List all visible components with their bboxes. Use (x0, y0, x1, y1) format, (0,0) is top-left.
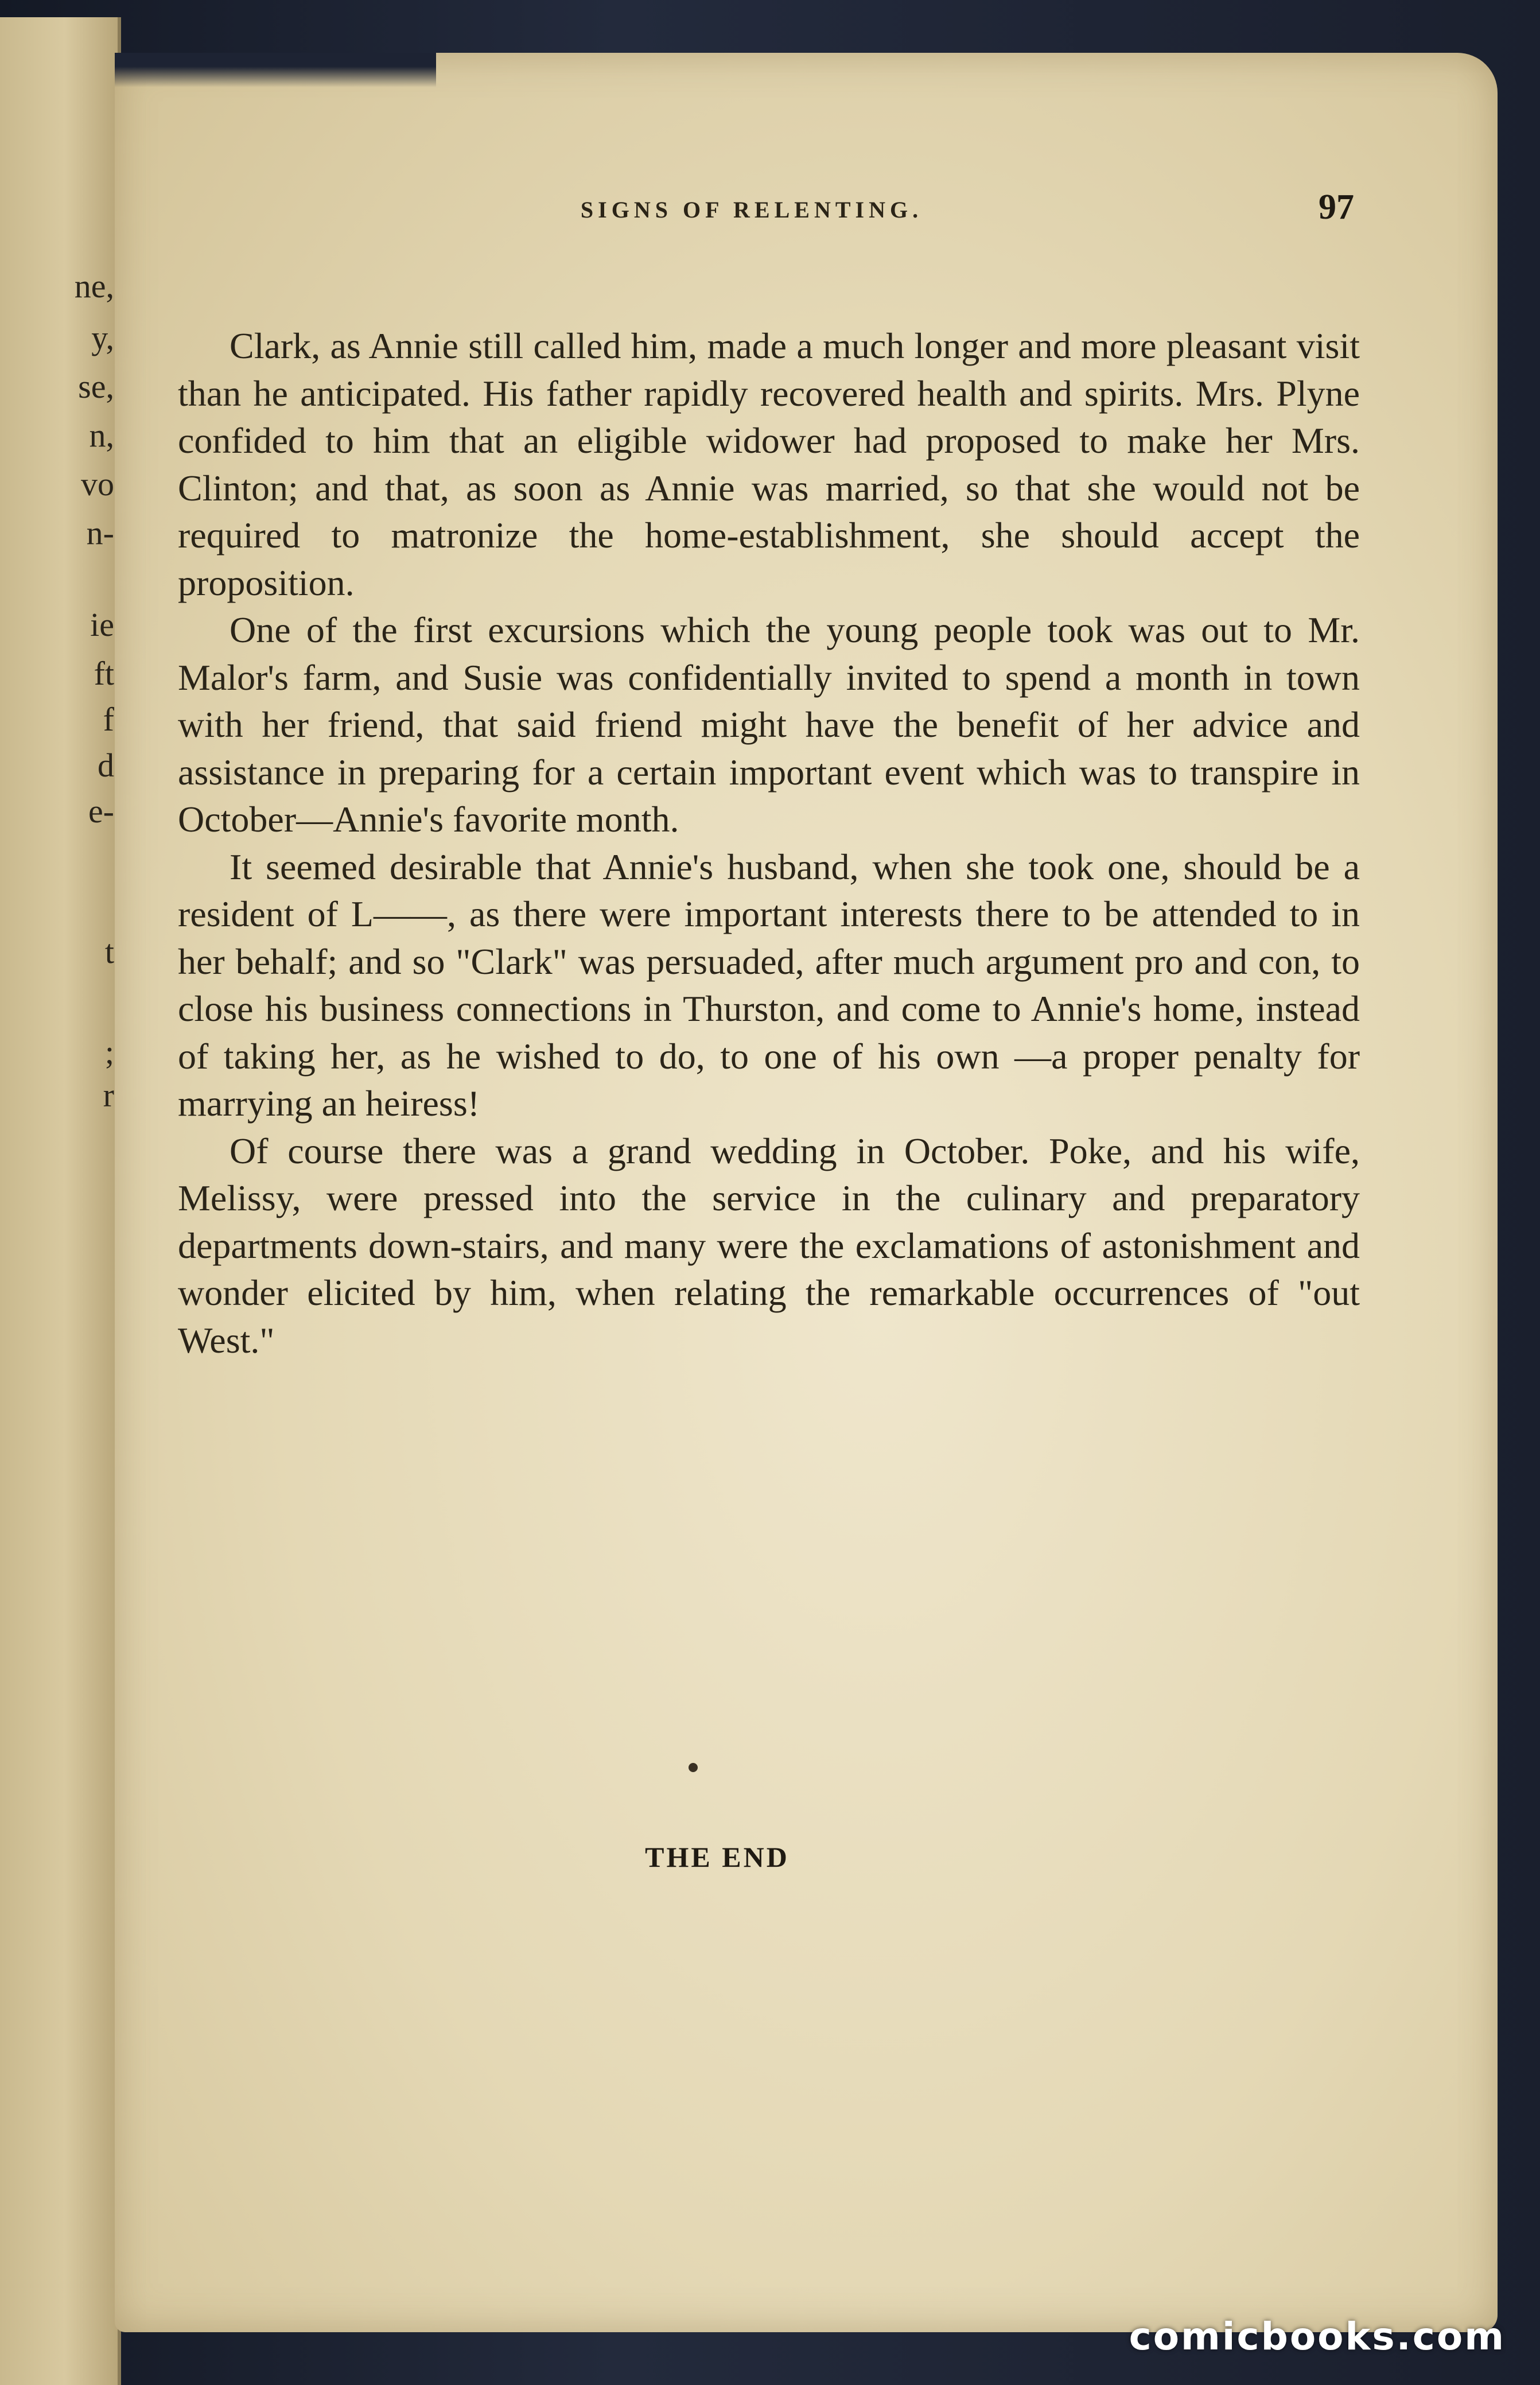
prev-page-fragment: f (103, 701, 114, 738)
torn-page-corner (115, 53, 436, 87)
prev-page-fragment: d (98, 747, 114, 784)
prev-page-fragment: y, (91, 319, 114, 356)
prev-page-fragment: ie (90, 606, 114, 643)
the-end-label: THE END (645, 1841, 790, 1873)
prev-page-fragment: se, (78, 368, 114, 405)
prev-page-fragment: n, (89, 417, 114, 454)
paragraph: It seemed desirable that Annie's husband, when she took one, should be a resident of L——, as there were important interests there to be attended to in her behalf; and so "Clark" was persuaded, after much argument pro and con, to close his business connections in Thurston, and come to Annie's home, instead of taking her, as he wished to do, to one of his own —a proper penalty for marrying an heiress! (178, 846, 1360, 1124)
paragraph: Of course there was a grand wedding in October. Poke, and his wife, Melissy, were pressed into the service in the culinary and preparatory departments down-stairs, and many were the exclamations of astonishment and wonder elicited by him, when relating the remarkable occurrences of "out West." (178, 1130, 1360, 1361)
running-head: SIGNS OF RELENTING. (580, 197, 923, 223)
prev-page-fragment: ne, (74, 267, 114, 305)
book-page (115, 53, 1498, 2332)
prev-page-fragment: t (104, 933, 114, 970)
prev-page-fragment: ft (94, 655, 114, 692)
page-number: 97 (1319, 188, 1354, 227)
body-text (178, 323, 1360, 1364)
site-watermark: comicbooks.com (1129, 2314, 1506, 2359)
prev-page-fragment: vo (81, 465, 114, 503)
paragraph: One of the first excursions which the young people took was out to Mr. Malor's farm, and Susie was confidentially invited to spend a month in town with her friend, that said friend might have the benefit of her advice and assistance in preparing for a certain important event which was to transpire in October—Annie's favorite month. (178, 609, 1360, 840)
prev-page-fragment: e- (88, 793, 114, 830)
prev-page-fragment: ; (104, 1034, 114, 1071)
prev-page-fragment: r (103, 1077, 114, 1114)
ornament-dot (689, 1763, 698, 1772)
previous-page-edge (0, 17, 121, 2385)
prev-page-fragment: n- (86, 514, 114, 551)
paragraph: Clark, as Annie still called him, made a much longer and more pleasant visit than he anticipated. His father rapidly recovered health and spirits. Mrs. Plyne confided to him that an eligible widower had proposed to make her Mrs. Clinton; and that, as soon as Annie was married, so that she would not be required to matronize the home-establishment, she should accept the proposition. (178, 325, 1360, 603)
